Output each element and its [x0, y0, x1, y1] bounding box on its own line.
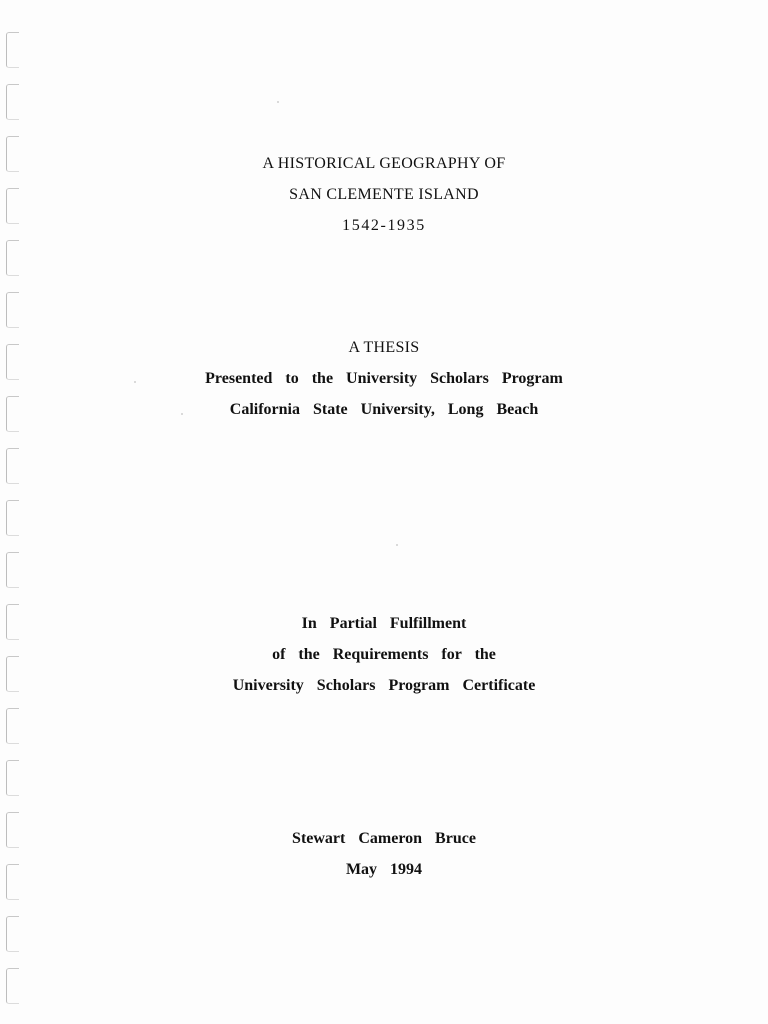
binding-hole: [6, 84, 19, 120]
binding-hole: [6, 240, 19, 276]
scan-speck: [277, 101, 279, 103]
thesis-heading: A THESIS: [348, 339, 420, 356]
scan-speck: [396, 544, 398, 546]
fulfillment-line-1: In Partial Fulfillment: [301, 615, 467, 632]
binding-hole: [6, 916, 19, 952]
binding-hole: [6, 552, 19, 588]
title-line-1: A HISTORICAL GEOGRAPHY OF: [262, 155, 506, 172]
binding-hole: [6, 500, 19, 536]
binding-hole: [6, 760, 19, 796]
submission-date: May 1994: [345, 861, 423, 878]
fulfillment-line-2: of the Requirements for the: [272, 646, 496, 663]
fulfillment-line-3: University Scholars Program Certificate: [232, 677, 536, 694]
binding-hole: [6, 708, 19, 744]
title-line-2: SAN CLEMENTE ISLAND: [289, 186, 479, 203]
thesis-presented-to: Presented to the University Scholars Program: [205, 370, 563, 387]
author-name: Stewart Cameron Bruce: [292, 830, 476, 847]
binding-hole: [6, 32, 19, 68]
binding-hole: [6, 448, 19, 484]
thesis-institution: California State University, Long Beach: [229, 401, 539, 418]
binding-hole: [6, 968, 19, 1004]
binding-hole: [6, 292, 19, 328]
title-years: 1542-1935: [342, 217, 426, 234]
